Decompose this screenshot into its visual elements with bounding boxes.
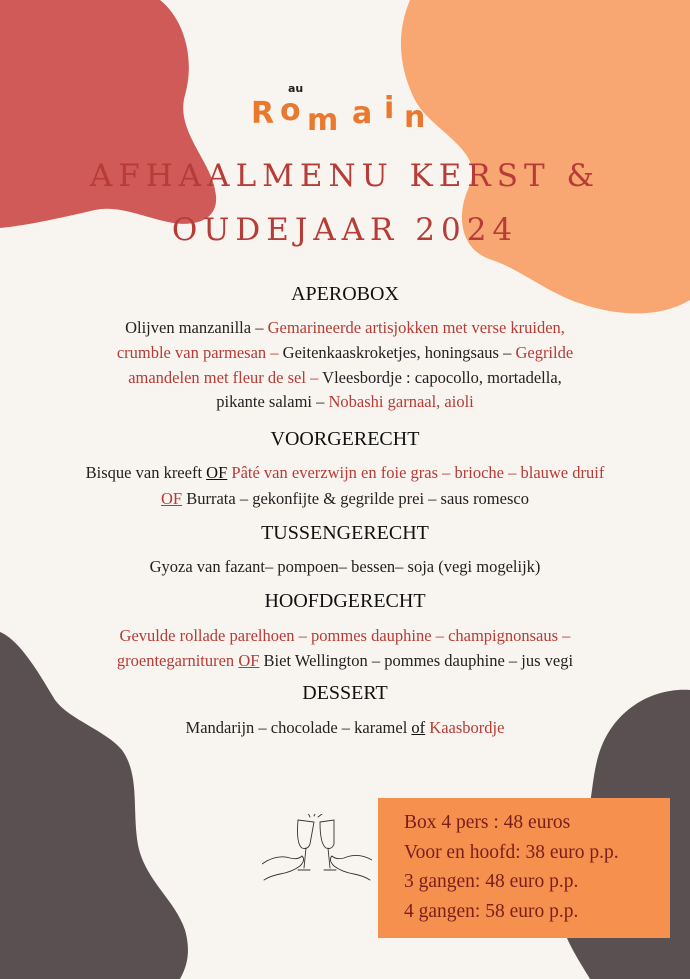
logo-letter: n: [404, 100, 426, 135]
logo-letter: i: [384, 91, 395, 126]
hoofdgerecht-line-2: [0, 651, 690, 671]
dish: Kaasbordje: [425, 718, 505, 737]
aperobox-heading: APEROBOX: [291, 283, 399, 305]
or-separator: OF: [206, 463, 228, 482]
aperobox-line-4: [0, 392, 690, 412]
dish: Geitenkaaskroketjes, honingsaus –: [282, 343, 516, 362]
dish: Burrata – gekonfijte & gegrilde prei – saus romesco: [182, 489, 529, 508]
hoofdgerecht-line-1: Gevulde rollade parelhoen – pommes dauphine – champignonsaus –: [119, 626, 571, 645]
dish: Olijven manzanilla –: [125, 318, 268, 337]
dish: Gegrilde: [515, 343, 574, 362]
dish: pikante salami –: [216, 392, 329, 411]
dish: Nobashi garnaal, aioli: [328, 392, 474, 411]
tussengerecht-heading: TUSSENGERECHT: [261, 522, 429, 544]
or-separator: OF: [238, 651, 260, 670]
voorgerecht-heading: VOORGERECHT: [270, 428, 420, 450]
or-separator: of: [411, 718, 426, 737]
voorgerecht-line-1: [0, 463, 690, 483]
dish: Bisque van kreeft: [85, 463, 207, 482]
logo-letter: o: [280, 93, 301, 128]
title-line-2: OUDEJAAR 2024: [171, 212, 519, 248]
aperobox-line-3: [0, 368, 690, 388]
price-box: [378, 798, 670, 938]
price-line: Box 4 pers : 48 euros: [404, 812, 571, 833]
dish: Mandarijn – chocolade – karamel: [185, 718, 412, 737]
champagne-toast-icon: [262, 814, 372, 884]
aperobox-line-2: [0, 343, 690, 363]
tussengerecht-line-1: Gyoza van fazant– pompoen– bessen– soja (vegi mogelijk): [149, 557, 541, 576]
title-line-1: AFHAALMENU KERST &: [89, 158, 601, 194]
aperobox-line-1: [0, 318, 690, 338]
dessert-line-1: [0, 718, 690, 738]
dish: Biet Wellington – pommes dauphine – jus vegi: [259, 651, 574, 670]
voorgerecht-line-2: [0, 489, 690, 509]
dessert-heading: DESSERT: [302, 682, 388, 704]
dish: Pâté van everzwijn en foie gras – brioche – blauwe druif: [227, 463, 605, 482]
logo-small-text: au: [288, 82, 304, 95]
logo-letter: R: [251, 96, 275, 131]
price-line: 4 gangen: 58 euro p.p.: [404, 900, 579, 922]
price-line: 3 gangen: 48 euro p.p.: [404, 871, 579, 892]
dish: groentegarnituren: [116, 651, 239, 670]
or-separator: OF: [161, 489, 183, 508]
logo-letter: a: [352, 96, 373, 131]
logo: [0, 0, 690, 140]
dish: amandelen met fleur de sel –: [128, 368, 323, 387]
dish: crumble van parmesan –: [116, 343, 283, 362]
price-line: Voor en hoofd: 38 euro p.p.: [404, 841, 619, 863]
dish: Gemarineerde artisjokken met verse kruiden,: [267, 318, 565, 337]
hoofdgerecht-heading: HOOFDGERECHT: [264, 590, 426, 612]
dish: Vleesbordje : capocollo, mortadella,: [322, 368, 562, 387]
logo-letter: m: [307, 103, 339, 138]
